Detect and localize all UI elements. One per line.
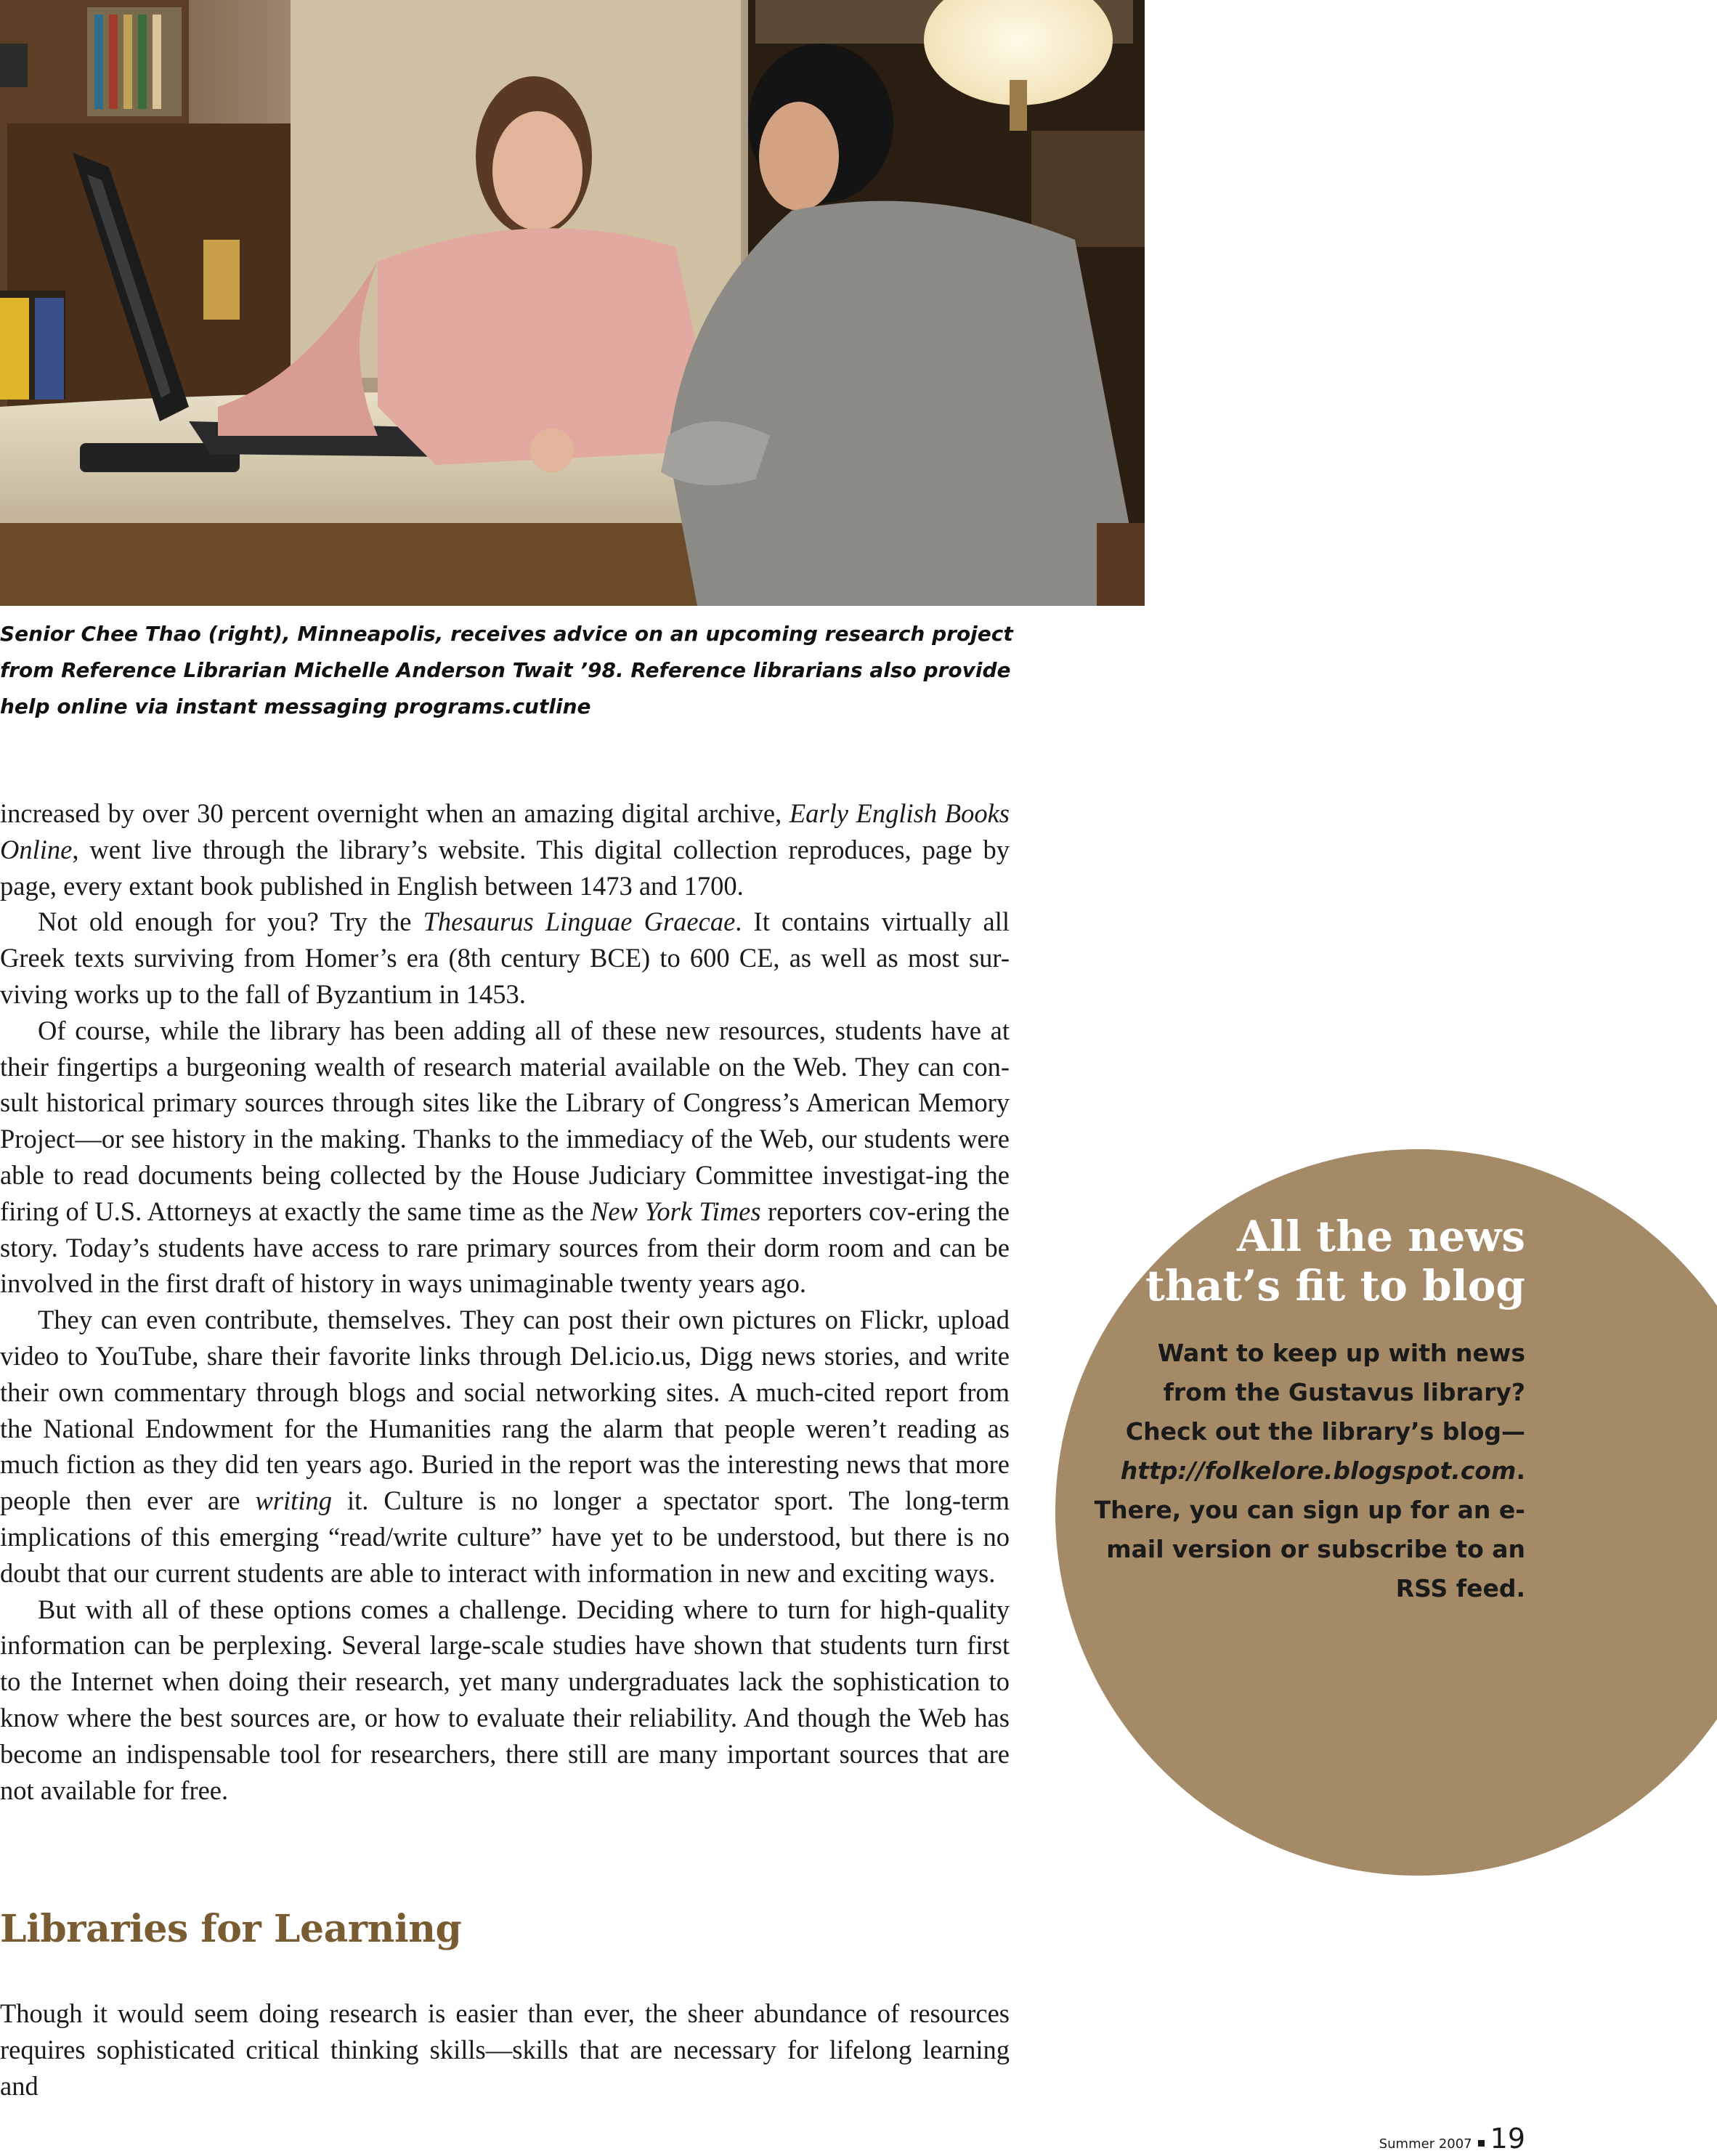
body-paragraph-6: Though it would seem doing research is easier than ever, the sheer abundance of resources requires sophisticated critical thinking skills—skills that are necessary for lifelong learning and (0, 1998, 1010, 2101)
sidebar-text-run: Want to keep up with news from the Gustavus library? Check out the library’s blog— (1125, 1339, 1525, 1446)
title-italic: New York Times (590, 1196, 761, 1226)
text-run: increased by over 30 percent overnight when an amazing digital archive, (0, 798, 790, 828)
square-bullet-icon (1478, 2140, 1485, 2147)
sidebar-title-line: All the news (1237, 1212, 1525, 1261)
body-paragraph-4 (0, 1302, 1010, 1591)
body-paragraph-1 (0, 795, 1010, 904)
title-italic: Early English Books Online (0, 798, 1010, 864)
text-run: , went live through the library’s website. This digital collection reproduces, page by page, every extant book published in English between 1473 and 1700. (0, 834, 1010, 901)
sidebar-text-run: . There, you can sign up for an e-mail version or subscribe to an RSS feed. (1094, 1456, 1525, 1602)
issue-label: Summer 2007 (1379, 2136, 1472, 2152)
body-paragraph-2 (0, 904, 1010, 1012)
sidebar-text (1089, 1334, 1525, 1608)
body-paragraph-3 (0, 1013, 1010, 1302)
body-paragraph-5: But with all of these options comes a challenge. Deciding where to turn for high-quality information can be perplexing. Several large-scale studies have shown that students turn first to the Internet when doing their research, yet many undergraduates lack the sophistication to know where the best sources are, or how to evaluate their reliability. And though the Web has become an indispensable tool for researchers, there still are many important sources that are not available for free. (0, 1594, 1010, 1805)
section-heading: Libraries for Learning (0, 1907, 462, 1951)
page-number: 19 (1490, 2123, 1525, 2155)
sidebar-title-line: that’s fit to blog (1145, 1261, 1525, 1310)
text-run: They can even contribute, themselves. They can post their own pictures on Flickr, upload video to YouTube, share their favorite links through Del.icio.us, Digg news stories, and write their own commentary through blogs and social networking sites. A much-cited report from the National Endowment for the Humanities rang the alarm that people weren’t reading as much fiction as they did ten years ago. Buried in the report was the interesting news that more people then ever are (0, 1305, 1010, 1516)
sidebar-title (1089, 1212, 1525, 1310)
text-run: Not old enough for you? Try the (38, 907, 423, 937)
title-italic: Thesaurus Linguae Graecae (423, 907, 736, 937)
blog-url-link[interactable]: http://folkelore.blogspot.com (1120, 1456, 1517, 1485)
text-run: it. Culture is no longer a spectator sport. The long-term implications of this emerging “read/write culture” have yet to be understood, but there is no doubt that our current students are able to interact with information in new and exciting ways. (0, 1486, 1010, 1588)
photo-caption: Senior Chee Thao (right), Minneapolis, receives advice on an upcoming research project from Reference Librarian Michelle Anderson Twait ’98. Reference librarians also provide help online via instant messaging programs.cutline (0, 622, 1013, 718)
text-run: reporters cov-ering the story. Today’s students have access to rare primary sources from their dorm room and can be involved in the first draft of history in ways unimaginable twenty years ago. (0, 1196, 1010, 1299)
text-run: . It contains virtually all Greek texts surviving from Homer’s era (8th century BCE) to 600 CE, as well as most sur-viving works up to the fall of Byzantium in 1453. (0, 907, 1010, 1009)
emphasis-italic: writing (255, 1486, 332, 1516)
article-photo (0, 0, 1145, 606)
article-body-continued (0, 1995, 1010, 2104)
photo-library-reference-desk-icon (0, 0, 1145, 606)
text-run: Of course, while the library has been adding all of these new resources, students have at their fingertips a burgeoning wealth of research material available on the Web. They can con-sult historical primary sources through sites like the Library of Congress’s American Memory Project—or see history in the making. Thanks to the immediacy of the Web, our students were able to read documents being collected by the House Judiciary Committee investigat-ing the firing of U.S. Attorneys at exactly the same time as the (0, 1015, 1010, 1226)
article-body (0, 795, 1010, 1808)
page-footer (1379, 2123, 1525, 2155)
